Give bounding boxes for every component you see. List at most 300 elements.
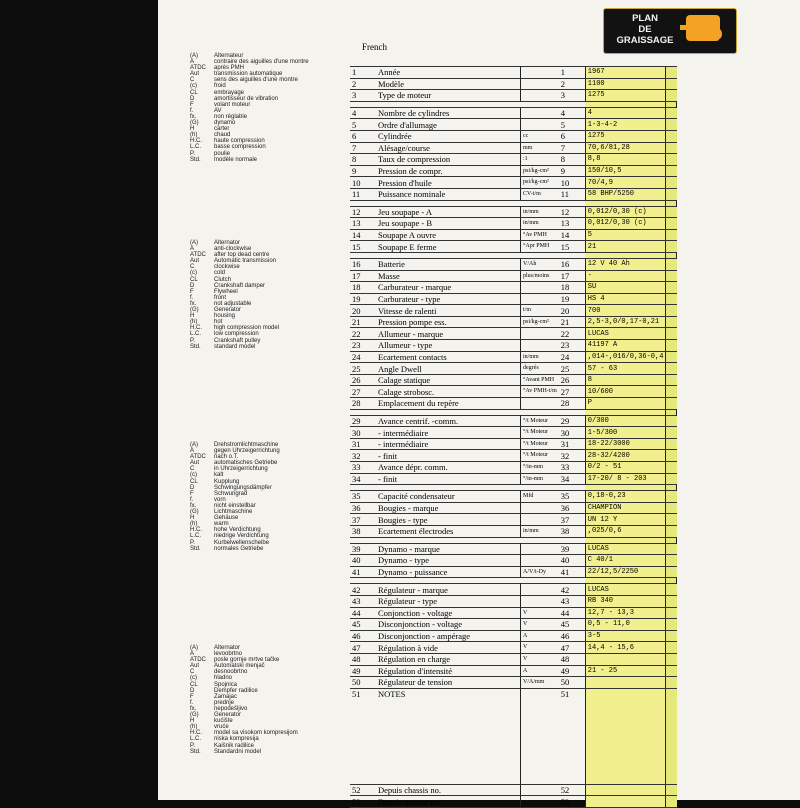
row-unit: °Apr PMH bbox=[521, 241, 559, 253]
row-unit: plus/moins bbox=[521, 270, 559, 282]
row-unit bbox=[521, 282, 559, 294]
row-unit: Mfd bbox=[521, 491, 559, 503]
row-value: 12,7 - 13,3 bbox=[585, 607, 666, 619]
abbreviation-key: (G) bbox=[190, 307, 199, 314]
abbreviation-key: L.C. bbox=[190, 736, 202, 743]
row-unit: mm bbox=[521, 142, 559, 154]
abbreviation-meaning: Automatski menjač bbox=[214, 663, 265, 670]
row-unit: °Av PMH bbox=[521, 229, 559, 241]
spec-row bbox=[350, 218, 677, 230]
badge-line: GRAISSAGE bbox=[616, 35, 674, 46]
row-number-right: 26 bbox=[559, 374, 586, 386]
abbreviation-key: Aut bbox=[190, 258, 200, 265]
spec-row bbox=[350, 473, 677, 485]
row-label: Alésage/course bbox=[376, 142, 521, 154]
row-value-next bbox=[666, 473, 677, 485]
row-value-next bbox=[666, 340, 677, 352]
row-value-next bbox=[666, 566, 677, 578]
row-value-next bbox=[666, 555, 677, 567]
row-label: Jeu soupape - A bbox=[376, 206, 521, 218]
row-value-next bbox=[666, 363, 677, 375]
row-label: Masse bbox=[376, 270, 521, 282]
abbreviation-key: (c) bbox=[190, 270, 197, 277]
row-label: Régulation en charge bbox=[376, 653, 521, 665]
row-number-right: 28 bbox=[559, 398, 586, 410]
abbreviation-key: L.C. bbox=[190, 331, 202, 338]
abbreviation-meaning: low compression bbox=[214, 331, 259, 338]
row-unit: °/t Moteur bbox=[521, 415, 559, 427]
row-number: 48 bbox=[350, 653, 376, 665]
row-number: 12 bbox=[350, 206, 376, 218]
row-number-right: 21 bbox=[559, 316, 586, 328]
row-value-next bbox=[666, 206, 677, 218]
row-number-right: 9 bbox=[559, 165, 586, 177]
abbreviation-key: L.C. bbox=[190, 144, 202, 151]
row-number-right: 1 bbox=[559, 67, 586, 79]
spec-row bbox=[350, 241, 677, 253]
abbreviation-meaning: housing bbox=[214, 313, 236, 320]
spec-row bbox=[350, 177, 677, 189]
row-value: CHAMPION bbox=[585, 502, 666, 514]
row-number-right: 13 bbox=[559, 218, 586, 230]
row-label: Cylindrée bbox=[376, 130, 521, 142]
row-unit: in/mm bbox=[521, 218, 559, 230]
abbreviation-meaning: Zamajac bbox=[214, 693, 238, 700]
row-label: - intermédiaire bbox=[376, 427, 521, 439]
abbreviation-key: A bbox=[190, 448, 195, 455]
abbreviation-key: P. bbox=[190, 539, 195, 546]
row-number: 17 bbox=[350, 270, 376, 282]
row-number-right: 22 bbox=[559, 328, 586, 340]
row-value-next bbox=[666, 491, 677, 503]
row-number-right: 47 bbox=[559, 642, 586, 654]
row-number-right: 30 bbox=[559, 427, 586, 439]
abbreviation-meaning: automatisches Getriebe bbox=[214, 460, 278, 467]
row-number-right: 16 bbox=[559, 258, 586, 270]
abbreviation-meaning: hot bbox=[214, 319, 223, 326]
row-label: Dynamo - type bbox=[376, 555, 521, 567]
spec-row bbox=[350, 154, 677, 166]
spec-row bbox=[350, 78, 677, 90]
row-label: Disconjonction - voltage bbox=[376, 619, 521, 631]
abbreviation-key: C bbox=[190, 466, 195, 473]
row-unit bbox=[521, 340, 559, 352]
row-value: 21 bbox=[585, 241, 666, 253]
row-label: Vitesse de ralenti bbox=[376, 305, 521, 317]
row-unit bbox=[521, 67, 559, 79]
row-number: 51 bbox=[350, 688, 376, 784]
row-value: 0,012/0,30 (c) bbox=[585, 206, 666, 218]
lubrication-plan-badge[interactable] bbox=[603, 8, 737, 54]
spec-row bbox=[350, 584, 677, 596]
row-number-right: 51 bbox=[559, 688, 586, 784]
row-value: 18-22/3000 bbox=[585, 438, 666, 450]
abbreviation-key: (c) bbox=[190, 675, 197, 682]
abbreviation-key: A bbox=[190, 651, 195, 658]
row-label: Depuis moteur no. bbox=[376, 796, 521, 808]
row-number-right: 12 bbox=[559, 206, 586, 218]
row-unit: psi/kg-cm² bbox=[521, 177, 559, 189]
row-value: 1275 bbox=[585, 130, 666, 142]
row-value: ,025/0,6 bbox=[585, 525, 666, 537]
row-number-right: 49 bbox=[559, 665, 586, 677]
row-number: 31 bbox=[350, 438, 376, 450]
row-unit bbox=[521, 293, 559, 305]
row-value: P bbox=[585, 398, 666, 410]
spec-row bbox=[350, 438, 677, 450]
row-number-right: 48 bbox=[559, 653, 586, 665]
row-value: 28-32/4200 bbox=[585, 450, 666, 462]
row-number-right: 4 bbox=[559, 107, 586, 119]
row-label: Soupape E ferme bbox=[376, 241, 521, 253]
spec-row bbox=[350, 351, 677, 363]
spec-table bbox=[350, 66, 677, 808]
row-number-right: 8 bbox=[559, 154, 586, 166]
abbreviation-meaning: Crankshaft pulley bbox=[214, 337, 261, 344]
abbreviation-key: D bbox=[190, 95, 195, 102]
abbreviation-meaning: Generator bbox=[214, 712, 242, 719]
row-number-right: 33 bbox=[559, 462, 586, 474]
row-value-next bbox=[666, 316, 677, 328]
row-value: LUCAS bbox=[585, 584, 666, 596]
abbreviation-meaning: non réglable bbox=[214, 113, 248, 120]
abbreviation-meaning: embrayage bbox=[214, 89, 245, 96]
row-number: 23 bbox=[350, 340, 376, 352]
abbreviation-meaning: high compression model bbox=[214, 325, 280, 332]
abbreviation-key: Std. bbox=[190, 343, 201, 350]
row-value: 0/300 bbox=[585, 415, 666, 427]
row-number-right: 19 bbox=[559, 293, 586, 305]
row-label: Régulateur - marque bbox=[376, 584, 521, 596]
abbreviation-key: P. bbox=[190, 337, 195, 344]
abbreviation-key: H bbox=[190, 126, 195, 133]
spec-row bbox=[350, 340, 677, 352]
row-unit: psi/kg-cm² bbox=[521, 316, 559, 328]
abbreviation-meaning: Gehäuse bbox=[214, 515, 239, 522]
row-value: 2,5-3,0/0,17-0,21 bbox=[585, 316, 666, 328]
abbreviation-meaning: Alternator bbox=[214, 240, 241, 246]
abbreviations-english bbox=[190, 240, 279, 350]
row-label: Carburateur - type bbox=[376, 293, 521, 305]
abbreviation-row bbox=[190, 749, 298, 755]
row-number: 29 bbox=[350, 415, 376, 427]
spec-row bbox=[350, 525, 677, 537]
spec-row bbox=[350, 67, 677, 79]
abbreviations-french bbox=[190, 53, 309, 163]
row-value: HS 4 bbox=[585, 293, 666, 305]
row-label: NOTES bbox=[376, 688, 521, 784]
row-value: - bbox=[585, 270, 666, 282]
row-unit: °Av PMH-t/m bbox=[521, 386, 559, 398]
row-number-right: 29 bbox=[559, 415, 586, 427]
abbreviations-croatian bbox=[190, 645, 298, 755]
row-value: 58 BHP/5250 bbox=[585, 188, 666, 200]
abbreviation-meaning: after top dead centre bbox=[214, 252, 270, 259]
abbreviation-meaning: volant moteur bbox=[214, 101, 251, 108]
row-number: 9 bbox=[350, 165, 376, 177]
row-value-next bbox=[666, 796, 677, 808]
abbreviation-key: (G) bbox=[190, 712, 199, 719]
abbreviation-key: f. bbox=[190, 107, 194, 114]
row-value-next bbox=[666, 293, 677, 305]
row-number: 18 bbox=[350, 282, 376, 294]
row-value-next bbox=[666, 398, 677, 410]
spec-row bbox=[350, 543, 677, 555]
row-number-right: 32 bbox=[559, 450, 586, 462]
abbreviation-key: f. bbox=[190, 496, 194, 503]
row-label: Batterie bbox=[376, 258, 521, 270]
row-number: 1 bbox=[350, 67, 376, 79]
row-unit: °/t Moteur bbox=[521, 438, 559, 450]
row-number: 24 bbox=[350, 351, 376, 363]
abbreviation-key: (c) bbox=[190, 83, 197, 90]
row-number: 47 bbox=[350, 642, 376, 654]
row-value-next bbox=[666, 282, 677, 294]
row-value-next bbox=[666, 514, 677, 526]
abbreviation-key: A bbox=[190, 246, 195, 253]
row-number-right: 34 bbox=[559, 473, 586, 485]
row-number: 19 bbox=[350, 293, 376, 305]
abbreviation-key: Aut bbox=[190, 663, 200, 670]
row-unit: A bbox=[521, 665, 559, 677]
row-unit: in/mm bbox=[521, 206, 559, 218]
abbreviation-key: H.C. bbox=[190, 138, 202, 145]
abbreviation-meaning: clockwise bbox=[214, 264, 240, 271]
spec-row bbox=[350, 491, 677, 503]
row-value-next bbox=[666, 218, 677, 230]
row-value: LUCAS bbox=[585, 543, 666, 555]
row-unit: °/in-mm bbox=[521, 462, 559, 474]
abbreviation-meaning: carter bbox=[214, 126, 230, 133]
row-value-next bbox=[666, 438, 677, 450]
abbreviation-key: (G) bbox=[190, 120, 199, 127]
row-number: 50 bbox=[350, 677, 376, 689]
abbreviation-key: ATDC bbox=[190, 454, 206, 461]
abbreviation-meaning: froid bbox=[214, 83, 226, 90]
abbreviation-meaning: Automatic transmission bbox=[214, 258, 277, 265]
abbreviation-meaning: Kupplung bbox=[214, 478, 240, 485]
row-value: 1-5/300 bbox=[585, 427, 666, 439]
abbreviation-meaning: AV bbox=[214, 107, 222, 114]
abbreviation-key: C bbox=[190, 77, 195, 84]
row-number: 42 bbox=[350, 584, 376, 596]
spec-row bbox=[350, 796, 677, 808]
abbreviation-key: Std. bbox=[190, 545, 201, 552]
row-number-right: 42 bbox=[559, 584, 586, 596]
abbreviation-key: H bbox=[190, 515, 195, 522]
abbreviation-key: fx. bbox=[190, 113, 197, 120]
row-label: Depuis chassis no. bbox=[376, 784, 521, 796]
abbreviation-meaning: contraire des aiguilles d'une montre bbox=[214, 59, 309, 66]
row-number-right: 2 bbox=[559, 78, 586, 90]
row-value-next bbox=[666, 630, 677, 642]
row-value: 12 V 40 Ah bbox=[585, 258, 666, 270]
row-value-next bbox=[666, 450, 677, 462]
abbreviation-key: P. bbox=[190, 742, 195, 749]
abbreviation-key: f. bbox=[190, 294, 194, 301]
abbreviation-key: H bbox=[190, 313, 195, 320]
row-unit: t/m bbox=[521, 305, 559, 317]
abbreviation-key: C bbox=[190, 669, 195, 676]
row-unit bbox=[521, 90, 559, 102]
abbreviation-meaning: modèle normale bbox=[214, 156, 258, 163]
row-value: 70,6/81,28 bbox=[585, 142, 666, 154]
row-number: 11 bbox=[350, 188, 376, 200]
spec-row bbox=[350, 316, 677, 328]
row-number-right: 45 bbox=[559, 619, 586, 631]
spec-row bbox=[350, 188, 677, 200]
row-number: 46 bbox=[350, 630, 376, 642]
badge-text bbox=[610, 13, 680, 46]
row-label: - finit bbox=[376, 473, 521, 485]
abbreviation-meaning: Crankshaft damper bbox=[214, 282, 266, 289]
row-unit bbox=[521, 107, 559, 119]
row-number: 37 bbox=[350, 514, 376, 526]
abbreviation-key: (c) bbox=[190, 472, 197, 479]
abbreviation-row bbox=[190, 546, 280, 552]
row-unit bbox=[521, 502, 559, 514]
row-number: 38 bbox=[350, 525, 376, 537]
abbreviation-key: CL bbox=[190, 681, 198, 688]
row-label: Capacité condensateur bbox=[376, 491, 521, 503]
abbreviation-meaning: vruće bbox=[214, 724, 229, 731]
row-label: Bougies - type bbox=[376, 514, 521, 526]
row-label: Nombre de cylindres bbox=[376, 107, 521, 119]
abbreviation-meaning: sens des aiguilles d'une montre bbox=[214, 77, 298, 84]
row-value-next bbox=[666, 619, 677, 631]
row-value-next bbox=[666, 107, 677, 119]
spec-row bbox=[350, 374, 677, 386]
row-value-next bbox=[666, 462, 677, 474]
row-value: ,014-,016/0,36-0,4 bbox=[585, 351, 666, 363]
abbreviation-key: D bbox=[190, 687, 195, 694]
row-number: 10 bbox=[350, 177, 376, 189]
abbreviation-key: H.C. bbox=[190, 325, 202, 332]
row-label: Modèle bbox=[376, 78, 521, 90]
row-number-right: 6 bbox=[559, 130, 586, 142]
abbreviation-key: A bbox=[190, 59, 195, 66]
badge-line: DE bbox=[638, 24, 652, 35]
row-value-next bbox=[666, 525, 677, 537]
abbreviation-key: P. bbox=[190, 150, 195, 157]
abbreviation-key: Std. bbox=[190, 156, 201, 163]
abbreviation-meaning: standard model bbox=[214, 343, 256, 350]
row-label: Conjonction - voltage bbox=[376, 607, 521, 619]
row-number: 16 bbox=[350, 258, 376, 270]
row-unit bbox=[521, 688, 559, 784]
row-label: Dynamo - marque bbox=[376, 543, 521, 555]
row-unit bbox=[521, 595, 559, 607]
row-value: 1100 bbox=[585, 78, 666, 90]
row-label: - finit bbox=[376, 450, 521, 462]
row-label: Pression pompe ess. bbox=[376, 316, 521, 328]
row-value: 3-5 bbox=[585, 630, 666, 642]
row-number-right: 44 bbox=[559, 607, 586, 619]
row-unit: °Avant PMH bbox=[521, 374, 559, 386]
row-label: Allumeur - type bbox=[376, 340, 521, 352]
spec-row bbox=[350, 566, 677, 578]
row-label: Taux de compression bbox=[376, 154, 521, 166]
row-label: Disconjonction - ampérage bbox=[376, 630, 521, 642]
row-value: RB 340 bbox=[585, 595, 666, 607]
abbreviation-key: fx. bbox=[190, 705, 197, 712]
row-value-next bbox=[666, 229, 677, 241]
row-number-right: 17 bbox=[559, 270, 586, 282]
row-value-next bbox=[666, 677, 677, 689]
spec-row bbox=[350, 653, 677, 665]
spec-row bbox=[350, 90, 677, 102]
row-value: 22/12,5/2250 bbox=[585, 566, 666, 578]
abbreviation-meaning: Kurbelwellenscheibe bbox=[214, 539, 270, 546]
abbreviation-key: CL bbox=[190, 276, 198, 283]
row-unit: degrés bbox=[521, 363, 559, 375]
abbreviation-meaning: anti-clockwise bbox=[214, 246, 252, 253]
abbreviation-meaning: basse compression bbox=[214, 144, 266, 151]
row-unit: V/A/mm bbox=[521, 677, 559, 689]
abbreviation-meaning: nicht einstellbar bbox=[214, 502, 256, 509]
spec-row bbox=[350, 305, 677, 317]
abbreviation-key: (A) bbox=[190, 240, 198, 246]
row-number: 14 bbox=[350, 229, 376, 241]
spec-row bbox=[350, 165, 677, 177]
spec-row bbox=[350, 398, 677, 410]
row-value-next bbox=[666, 305, 677, 317]
spec-row bbox=[350, 142, 677, 154]
spec-row bbox=[350, 665, 677, 677]
abbreviation-key: CL bbox=[190, 478, 198, 485]
row-value: 8,8 bbox=[585, 154, 666, 166]
row-unit: in/mm bbox=[521, 525, 559, 537]
abbreviation-meaning: gegen Uhrzeigerrichtung bbox=[214, 448, 280, 455]
row-unit: :1 bbox=[521, 154, 559, 166]
row-value-next bbox=[666, 351, 677, 363]
abbreviation-meaning: cold bbox=[214, 270, 226, 277]
row-value-next bbox=[666, 595, 677, 607]
spec-row bbox=[350, 258, 677, 270]
abbreviation-meaning: kalt bbox=[214, 472, 224, 479]
row-number-right: 38 bbox=[559, 525, 586, 537]
row-value: 1-3-4-2 bbox=[585, 119, 666, 131]
abbreviation-meaning: Standardni model bbox=[214, 748, 262, 755]
row-unit bbox=[521, 543, 559, 555]
abbreviation-meaning: Drehstromlichtmaschine bbox=[214, 442, 279, 448]
row-value-next bbox=[666, 165, 677, 177]
row-value-next bbox=[666, 653, 677, 665]
spec-row bbox=[350, 514, 677, 526]
row-value: UN 12 Y bbox=[585, 514, 666, 526]
abbreviation-key: (A) bbox=[190, 645, 198, 651]
row-value: C 40/1 bbox=[585, 555, 666, 567]
row-number-right: 14 bbox=[559, 229, 586, 241]
row-label: Année bbox=[376, 67, 521, 79]
abbreviation-meaning: levoobrtno bbox=[214, 651, 243, 658]
row-number-right: 31 bbox=[559, 438, 586, 450]
row-number: 52 bbox=[350, 784, 376, 796]
row-number: 30 bbox=[350, 427, 376, 439]
abbreviation-key: D bbox=[190, 282, 195, 289]
row-label: Carburateur - marque bbox=[376, 282, 521, 294]
row-value: 700 bbox=[585, 305, 666, 317]
row-unit: V/Ah bbox=[521, 258, 559, 270]
row-number-right: 50 bbox=[559, 677, 586, 689]
row-number: 45 bbox=[350, 619, 376, 631]
abbreviation-meaning: Dempfer radilice bbox=[214, 687, 258, 694]
row-unit: °/t Moteur bbox=[521, 427, 559, 439]
row-number: 6 bbox=[350, 130, 376, 142]
row-value: 4 bbox=[585, 107, 666, 119]
spec-row bbox=[350, 630, 677, 642]
abbreviation-meaning: hladno bbox=[214, 675, 233, 682]
